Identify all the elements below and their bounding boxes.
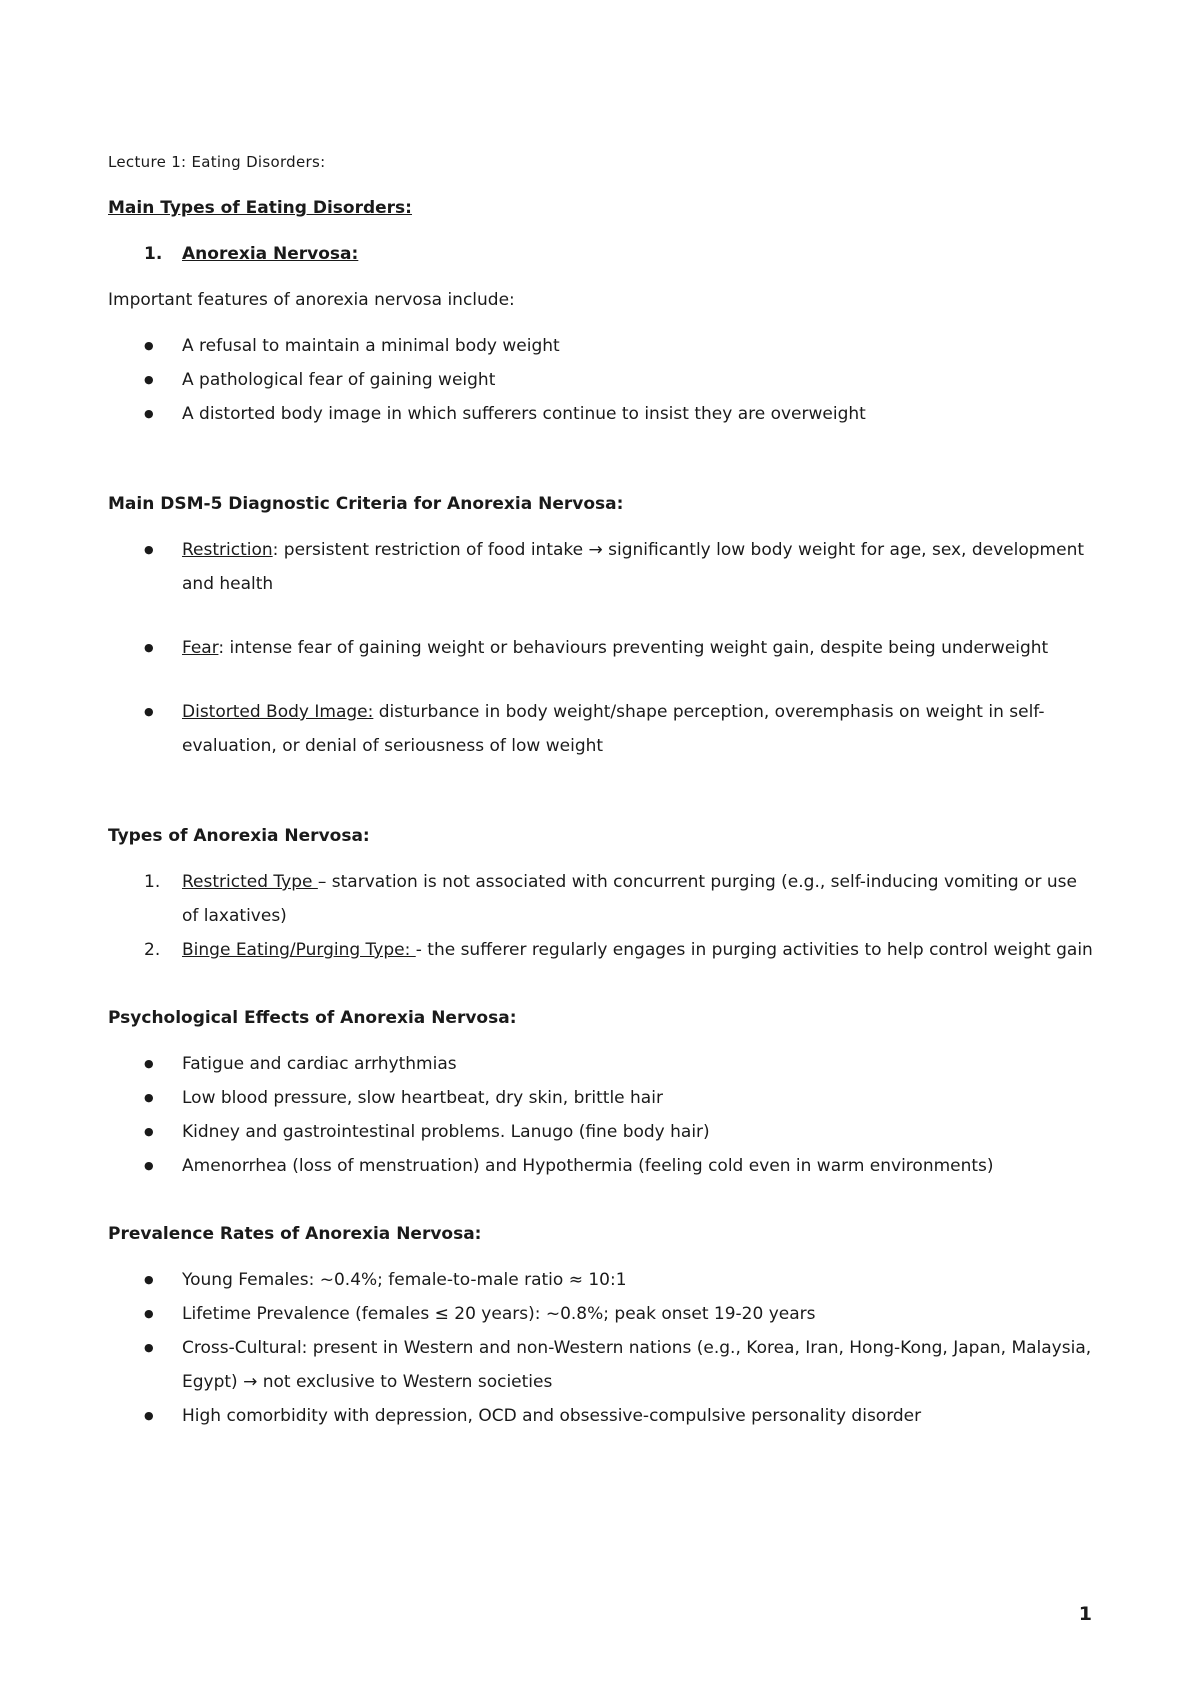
prevalence-heading: Prevalence Rates of Anorexia Nervosa: xyxy=(108,1224,482,1244)
type-text: - the sufferer regularly engages in purging activities to help control weight gain xyxy=(415,940,1093,960)
list-item: ● Amenorrhea (loss of menstruation) and Hypothermia (feeling cold even in warm environments) xyxy=(108,1149,1093,1183)
list-item: ● Lifetime Prevalence (females ≤ 20 years): ~0.8%; peak onset 19-20 years xyxy=(108,1297,1093,1331)
anorexia-list xyxy=(108,237,1093,271)
list-item: ● A pathological fear of gaining weight xyxy=(108,363,1093,397)
type-term: Binge Eating/Purging Type: xyxy=(182,940,416,960)
criteria-text: : persistent restriction of food intake → significantly low body weight for age, sex, development and health xyxy=(182,540,1085,594)
type-text: – starvation is not associated with concurrent purging (e.g., self-inducing vomiting or use of laxatives) xyxy=(182,872,1077,926)
list-item xyxy=(108,865,1093,933)
criteria-term: Fear xyxy=(182,638,219,658)
types-heading: Types of Anorexia Nervosa: xyxy=(108,826,370,846)
list-number: 2. xyxy=(144,940,161,960)
list-item: ● Fatigue and cardiac arrhythmias xyxy=(108,1047,1093,1081)
list-item xyxy=(108,631,1093,665)
anorexia-item xyxy=(108,237,1093,271)
list-number: 1. xyxy=(144,244,163,264)
page-content xyxy=(108,145,1093,1433)
features-intro: Important features of anorexia nervosa include: xyxy=(108,290,515,310)
list-item xyxy=(108,933,1093,967)
list-item: ● Low blood pressure, slow heartbeat, dry skin, brittle hair xyxy=(108,1081,1093,1115)
features-list xyxy=(108,329,1093,431)
type-term: Restricted Type xyxy=(182,872,318,892)
types-list xyxy=(108,865,1093,967)
criteria-term: Restriction xyxy=(182,540,273,560)
list-item: ● A distorted body image in which sufferers continue to insist they are overweight xyxy=(108,397,1093,431)
criteria-list xyxy=(108,533,1093,763)
list-item: ● Cross-Cultural: present in Western and non-Western nations (e.g., Korea, Iran, Hong-Kong, Japan, Malaysia, Egypt) → not exclusive to Western societies xyxy=(108,1331,1093,1399)
list-item: ● High comorbidity with depression, OCD and obsessive-compulsive personality disorder xyxy=(108,1399,1093,1433)
anorexia-label: Anorexia Nervosa: xyxy=(182,244,359,264)
list-number: 1. xyxy=(144,872,161,892)
criteria-text: : intense fear of gaining weight or behaviours preventing weight gain, despite being underweight xyxy=(218,638,1049,658)
prevalence-list xyxy=(108,1263,1093,1433)
list-item: ● Kidney and gastrointestinal problems. Lanugo (fine body hair) xyxy=(108,1115,1093,1149)
list-item: ● A refusal to maintain a minimal body weight xyxy=(108,329,1093,363)
criteria-term: Distorted Body Image: xyxy=(182,702,374,722)
lecture-title: Lecture 1: Eating Disorders: xyxy=(108,153,326,171)
list-item xyxy=(108,533,1093,601)
list-item: ● Young Females: ~0.4%; female-to-male ratio ≈ 10:1 xyxy=(108,1263,1093,1297)
page-number: 1 xyxy=(1078,1603,1092,1625)
effects-list xyxy=(108,1047,1093,1183)
list-item xyxy=(108,695,1093,763)
effects-heading: Psychological Effects of Anorexia Nervosa: xyxy=(108,1008,517,1028)
main-heading: Main Types of Eating Disorders: xyxy=(108,198,412,218)
criteria-heading: Main DSM-5 Diagnostic Criteria for Anorexia Nervosa: xyxy=(108,494,624,514)
criteria-text: disturbance in body weight/shape perception, overemphasis on weight in self-evaluation, or denial of seriousness of low weight xyxy=(182,702,1045,756)
